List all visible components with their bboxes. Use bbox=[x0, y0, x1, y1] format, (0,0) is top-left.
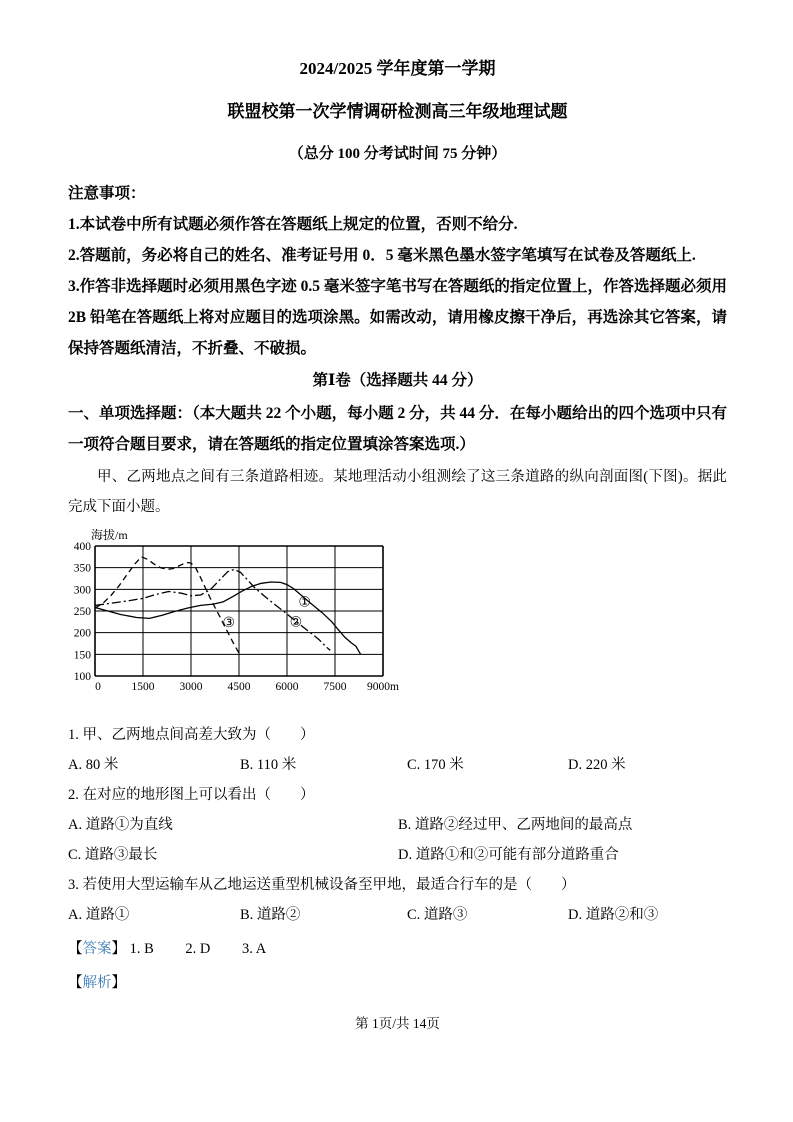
svg-text:②: ② bbox=[289, 615, 303, 631]
question-3 bbox=[68, 870, 727, 930]
option-2d: D. 道路①和②可能有部分道路重合 bbox=[398, 847, 619, 863]
question-2 bbox=[68, 780, 727, 870]
elevation-profile-svg bbox=[63, 526, 408, 698]
question-3-options bbox=[68, 900, 727, 930]
svg-text:海拔/m: 海拔/m bbox=[91, 528, 128, 542]
option-1c: C. 170 米 bbox=[407, 757, 464, 773]
svg-text:150: 150 bbox=[73, 649, 91, 662]
answer-item-3: 3. A bbox=[242, 941, 267, 957]
question-stimulus: 甲、乙两地点之间有三条道路相迹。某地理活动小组测绘了这三条道路的纵向剖面图(下图)。据此完成下面小题。 bbox=[68, 469, 727, 515]
answer-item-1: 1. B bbox=[129, 941, 154, 957]
analysis-bracket-open: 【 bbox=[68, 975, 83, 991]
notice-item-3: 3.作答非选择题时必须用黑色字迹 0.5 毫米签字笔书写在答题纸的指定位置上，作答选择题必须用 2B 铅笔在答题纸上将对应题目的选项涂黑。如需改动，请用橡皮擦干净后，再选涂其它答案，请保持答题纸清洁，不折叠、不破损。 bbox=[68, 278, 727, 357]
answer-bracket-close: 】 bbox=[111, 941, 126, 957]
svg-text:4500: 4500 bbox=[227, 681, 251, 693]
option-1d: D. 220 米 bbox=[568, 757, 626, 773]
svg-text:6000: 6000 bbox=[275, 681, 299, 693]
svg-text:③: ③ bbox=[222, 615, 236, 631]
svg-text:1500: 1500 bbox=[131, 681, 155, 693]
svg-text:300: 300 bbox=[73, 584, 91, 597]
question-1-options bbox=[68, 750, 727, 780]
svg-text:3000: 3000 bbox=[179, 681, 203, 693]
exam-score-time-line: （总分 100 分考试时间 75 分钟） bbox=[288, 146, 507, 162]
answer-label: 答案 bbox=[82, 941, 112, 957]
svg-text:350: 350 bbox=[73, 562, 91, 575]
svg-text:100: 100 bbox=[73, 671, 91, 683]
option-2c: C. 道路③最长 bbox=[68, 847, 158, 863]
analysis-line bbox=[68, 968, 727, 998]
option-1a: A. 80 米 bbox=[68, 757, 119, 773]
volume-title: 第Ⅰ卷（选择题共 44 分） bbox=[312, 372, 483, 389]
svg-text:400: 400 bbox=[73, 541, 91, 553]
svg-text:200: 200 bbox=[73, 627, 91, 640]
question-1 bbox=[68, 720, 727, 780]
option-3a: A. 道路① bbox=[68, 907, 130, 923]
elevation-profile-chart bbox=[63, 526, 727, 698]
svg-text:9000m: 9000m bbox=[367, 681, 399, 693]
section-instructions: 一、单项选择题：（本大题共 22 个小题，每小题 2 分，共 44 分．在每小题给出的四个选项中只有一项符合题目要求，请在答题纸的指定位置填涂答案选项.） bbox=[68, 405, 727, 453]
answer-line bbox=[68, 934, 727, 964]
question-2-options bbox=[68, 810, 727, 870]
page-footer: 第 1页/共 14页 bbox=[355, 1016, 440, 1031]
svg-text:①: ① bbox=[298, 595, 311, 611]
option-3b: B. 道路② bbox=[240, 907, 301, 923]
analysis-label: 解析 bbox=[82, 975, 112, 991]
svg-text:250: 250 bbox=[73, 606, 91, 618]
answer-bracket-open: 【 bbox=[68, 941, 83, 957]
answer-item-2: 2. D bbox=[185, 941, 211, 957]
option-2a: A. 道路①为直线 bbox=[68, 817, 173, 833]
option-3d: D. 道路②和③ bbox=[568, 907, 659, 923]
svg-text:7500: 7500 bbox=[323, 681, 347, 693]
question-2-stem: 2. 在对应的地形图上可以看出（ ） bbox=[68, 787, 315, 803]
option-2b: B. 道路②经过甲、乙两地间的最高点 bbox=[398, 817, 633, 833]
exam-title-line1: 2024/2025 学年度第一学期 bbox=[299, 59, 496, 78]
notice-item-2: 2.答题前，务必将自己的姓名、准考证号用 0．5 毫米黑色墨水签字笔填写在试卷及答题纸上. bbox=[68, 247, 696, 264]
question-1-stem: 1. 甲、乙两地点间高差大致为（ ） bbox=[68, 727, 315, 743]
svg-text:0: 0 bbox=[95, 681, 101, 693]
notice-item-1: 1.本试卷中所有试题必须作答在答题纸上规定的位置，否则不给分. bbox=[68, 216, 518, 233]
notice-heading: 注意事项： bbox=[68, 185, 146, 202]
analysis-bracket-close: 】 bbox=[111, 975, 126, 991]
exam-title-line2: 联盟校第一次学情调研检测高三年级地理试题 bbox=[227, 102, 568, 121]
question-3-stem: 3. 若使用大型运输车从乙地运送重型机械设备至甲地，最适合行车的是（ ） bbox=[68, 877, 576, 893]
option-1b: B. 110 米 bbox=[240, 757, 297, 773]
option-3c: C. 道路③ bbox=[407, 907, 468, 923]
